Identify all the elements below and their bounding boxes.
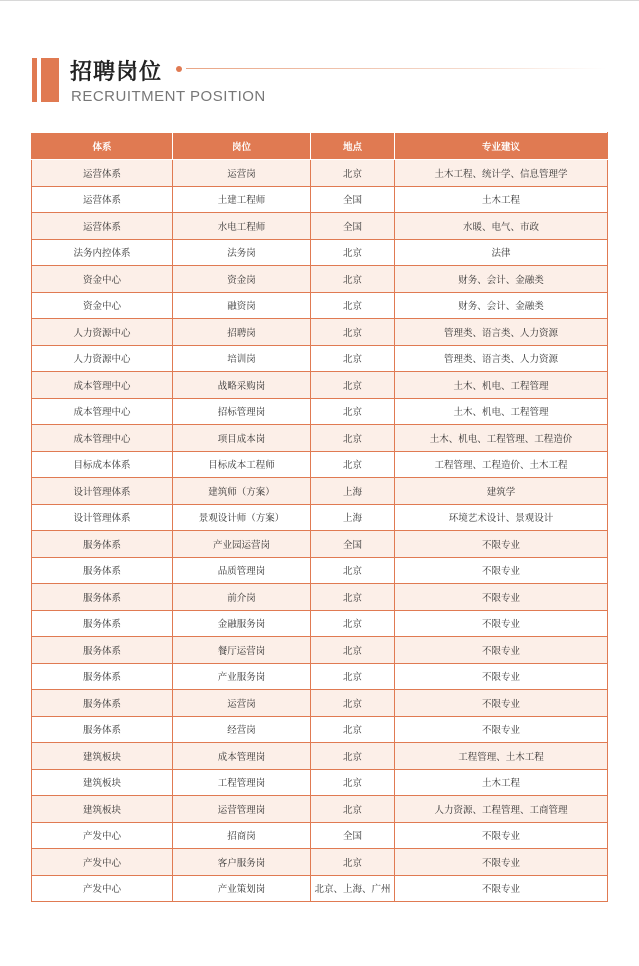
cell-major: 不限专业 — [395, 849, 608, 876]
table-row — [32, 478, 608, 505]
cell-system: 服务体系 — [32, 557, 173, 584]
cell-major: 水暖、电气、市政 — [395, 213, 608, 240]
cell-system: 服务体系 — [32, 584, 173, 611]
table-row — [32, 769, 608, 796]
cell-major: 不限专业 — [395, 875, 608, 902]
cell-major: 工程管理、工程造价、土木工程 — [395, 451, 608, 478]
cell-location: 北京 — [311, 557, 395, 584]
cell-system: 设计管理体系 — [32, 504, 173, 531]
cell-system: 建筑板块 — [32, 769, 173, 796]
table-row — [32, 610, 608, 637]
cell-system: 法务内控体系 — [32, 239, 173, 266]
cell-major: 不限专业 — [395, 610, 608, 637]
cell-system: 服务体系 — [32, 663, 173, 690]
table-row — [32, 557, 608, 584]
cell-system: 目标成本体系 — [32, 451, 173, 478]
cell-location: 北京 — [311, 584, 395, 611]
cell-system: 产发中心 — [32, 849, 173, 876]
table-row — [32, 690, 608, 717]
table-row — [32, 186, 608, 213]
table-row — [32, 292, 608, 319]
cell-major: 土木、机电、工程管理、工程造价 — [395, 425, 608, 452]
cell-location: 北京 — [311, 345, 395, 372]
cell-major: 土木、机电、工程管理 — [395, 372, 608, 399]
cell-system: 人力资源中心 — [32, 345, 173, 372]
cell-location: 北京 — [311, 160, 395, 187]
table-row — [32, 531, 608, 558]
cell-system: 服务体系 — [32, 610, 173, 637]
cell-system: 资金中心 — [32, 292, 173, 319]
cell-position: 景观设计师（方案） — [173, 504, 311, 531]
cell-position: 建筑师（方案） — [173, 478, 311, 505]
cell-location: 北京 — [311, 425, 395, 452]
cell-position: 产业服务岗 — [173, 663, 311, 690]
cell-position: 经营岗 — [173, 716, 311, 743]
cell-location: 北京 — [311, 663, 395, 690]
cell-position: 品质管理岗 — [173, 557, 311, 584]
cell-location: 北京 — [311, 372, 395, 399]
cell-position: 法务岗 — [173, 239, 311, 266]
cell-location: 北京 — [311, 849, 395, 876]
cell-location: 上海 — [311, 504, 395, 531]
cell-location: 北京 — [311, 292, 395, 319]
cell-system: 人力资源中心 — [32, 319, 173, 346]
cell-major: 不限专业 — [395, 584, 608, 611]
cell-location: 北京、上海、广州 — [311, 875, 395, 902]
cell-system: 成本管理中心 — [32, 372, 173, 399]
cell-location: 北京 — [311, 266, 395, 293]
cell-location: 北京 — [311, 637, 395, 664]
cell-major: 管理类、语言类、人力资源 — [395, 319, 608, 346]
page-subtitle: RECRUITMENT POSITION — [71, 88, 266, 105]
cell-position: 目标成本工程师 — [173, 451, 311, 478]
table-row — [32, 239, 608, 266]
cell-system: 服务体系 — [32, 690, 173, 717]
cell-position: 产业策划岗 — [173, 875, 311, 902]
cell-position: 工程管理岗 — [173, 769, 311, 796]
cell-position: 运营岗 — [173, 690, 311, 717]
table-row — [32, 451, 608, 478]
cell-major: 土木工程、统计学、信息管理学 — [395, 160, 608, 187]
table-header-row — [32, 133, 608, 160]
cell-major: 不限专业 — [395, 690, 608, 717]
cell-position: 运营岗 — [173, 160, 311, 187]
cell-position: 资金岗 — [173, 266, 311, 293]
table-row — [32, 266, 608, 293]
cell-system: 建筑板块 — [32, 796, 173, 823]
cell-location: 北京 — [311, 398, 395, 425]
table-row — [32, 875, 608, 902]
cell-system: 资金中心 — [32, 266, 173, 293]
cell-system: 运营体系 — [32, 213, 173, 240]
table-row — [32, 398, 608, 425]
cell-position: 客户服务岗 — [173, 849, 311, 876]
cell-position: 金融服务岗 — [173, 610, 311, 637]
cell-position: 餐厅运营岗 — [173, 637, 311, 664]
cell-major: 不限专业 — [395, 637, 608, 664]
cell-system: 服务体系 — [32, 716, 173, 743]
cell-major: 财务、会计、金融类 — [395, 266, 608, 293]
cell-location: 北京 — [311, 769, 395, 796]
cell-location: 北京 — [311, 451, 395, 478]
cell-location: 北京 — [311, 610, 395, 637]
cell-system: 服务体系 — [32, 637, 173, 664]
table-row — [32, 160, 608, 187]
table-row — [32, 504, 608, 531]
cell-major: 土木工程 — [395, 186, 608, 213]
cell-location: 全国 — [311, 822, 395, 849]
table-row — [32, 716, 608, 743]
table-row — [32, 663, 608, 690]
cell-location: 北京 — [311, 690, 395, 717]
table-row — [32, 584, 608, 611]
cell-system: 设计管理体系 — [32, 478, 173, 505]
top-border-line — [0, 0, 639, 1]
cell-location: 上海 — [311, 478, 395, 505]
cell-major: 环境艺术设计、景观设计 — [395, 504, 608, 531]
cell-major: 财务、会计、金融类 — [395, 292, 608, 319]
cell-major: 管理类、语言类、人力资源 — [395, 345, 608, 372]
table-row — [32, 849, 608, 876]
title-divider — [186, 68, 606, 69]
cell-position: 产业园运营岗 — [173, 531, 311, 558]
cell-position: 战略采购岗 — [173, 372, 311, 399]
cell-system: 成本管理中心 — [32, 398, 173, 425]
cell-location: 北京 — [311, 239, 395, 266]
column-header-system: 体系 — [32, 133, 173, 160]
cell-location: 北京 — [311, 743, 395, 770]
cell-major: 不限专业 — [395, 531, 608, 558]
title-accent-bars — [32, 58, 59, 102]
cell-position: 运营管理岗 — [173, 796, 311, 823]
table-row — [32, 319, 608, 346]
cell-system: 运营体系 — [32, 160, 173, 187]
accent-bar-thin — [32, 58, 37, 102]
cell-major: 土木工程 — [395, 769, 608, 796]
cell-position: 项目成本岗 — [173, 425, 311, 452]
cell-position: 水电工程师 — [173, 213, 311, 240]
cell-major: 不限专业 — [395, 822, 608, 849]
cell-major: 工程管理、土木工程 — [395, 743, 608, 770]
cell-location: 全国 — [311, 186, 395, 213]
cell-major: 不限专业 — [395, 716, 608, 743]
cell-position: 培训岗 — [173, 345, 311, 372]
cell-position: 招商岗 — [173, 822, 311, 849]
table-row — [32, 345, 608, 372]
cell-location: 全国 — [311, 213, 395, 240]
table-row — [32, 822, 608, 849]
table-body — [32, 160, 608, 902]
cell-position: 前介岗 — [173, 584, 311, 611]
cell-position: 融资岗 — [173, 292, 311, 319]
cell-position: 招标管理岗 — [173, 398, 311, 425]
table-row — [32, 372, 608, 399]
cell-location: 北京 — [311, 319, 395, 346]
cell-system: 运营体系 — [32, 186, 173, 213]
title-dot-icon — [176, 66, 182, 72]
column-header-major: 专业建议 — [395, 133, 608, 160]
cell-position: 成本管理岗 — [173, 743, 311, 770]
cell-location: 北京 — [311, 716, 395, 743]
cell-major: 不限专业 — [395, 663, 608, 690]
page-title: 招聘岗位 — [70, 60, 163, 85]
table-row — [32, 425, 608, 452]
cell-major: 建筑学 — [395, 478, 608, 505]
recruitment-table — [31, 132, 608, 902]
cell-system: 产发中心 — [32, 822, 173, 849]
cell-location: 全国 — [311, 531, 395, 558]
table-row — [32, 637, 608, 664]
cell-major: 人力资源、工程管理、工商管理 — [395, 796, 608, 823]
cell-location: 北京 — [311, 796, 395, 823]
cell-major: 土木、机电、工程管理 — [395, 398, 608, 425]
table-row — [32, 213, 608, 240]
accent-bar-thick — [41, 58, 59, 102]
table-row — [32, 743, 608, 770]
cell-position: 招聘岗 — [173, 319, 311, 346]
table-row — [32, 796, 608, 823]
cell-major: 不限专业 — [395, 557, 608, 584]
cell-major: 法律 — [395, 239, 608, 266]
cell-system: 产发中心 — [32, 875, 173, 902]
cell-position: 土建工程师 — [173, 186, 311, 213]
column-header-position: 岗位 — [173, 133, 311, 160]
cell-system: 成本管理中心 — [32, 425, 173, 452]
cell-system: 建筑板块 — [32, 743, 173, 770]
column-header-location: 地点 — [311, 133, 395, 160]
cell-system: 服务体系 — [32, 531, 173, 558]
